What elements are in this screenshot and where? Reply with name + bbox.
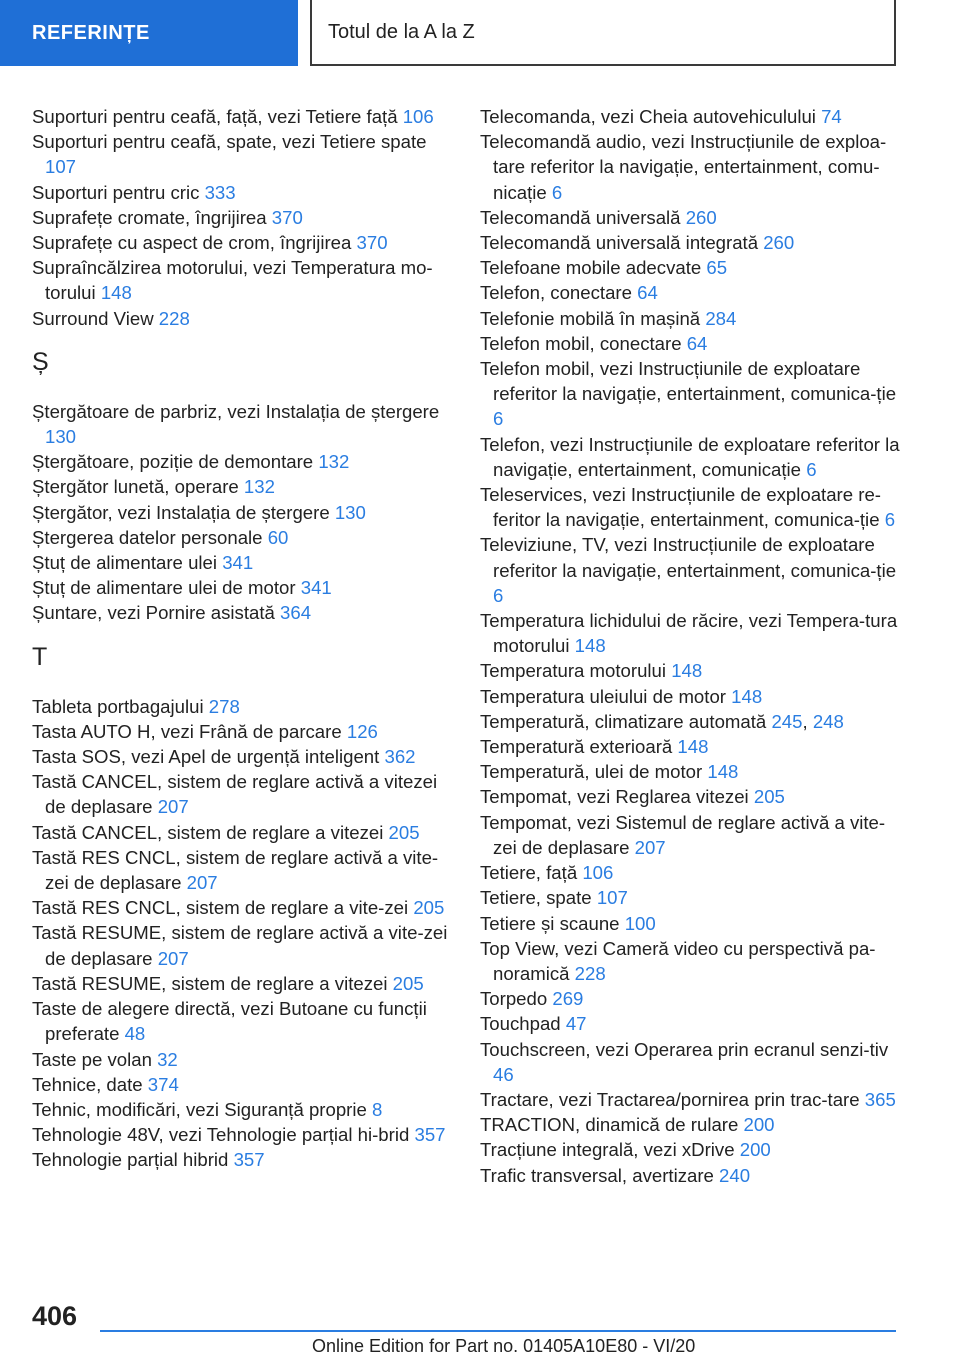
page-link[interactable]: 205 [753,786,785,808]
index-entry [480,532,904,608]
page-link[interactable]: 6 [493,584,504,606]
index-entry-text: Suporturi pentru cric [32,181,200,203]
page-link[interactable]: 132 [318,451,350,473]
index-entry [480,280,904,305]
index-entry [32,500,452,525]
page-link[interactable]: 228 [574,962,606,984]
page-link[interactable]: 47 [565,1013,587,1035]
index-entry [32,575,452,600]
index-letter-heading: Ș [32,347,49,376]
page-link[interactable]: 6 [493,408,504,430]
index-entry-text: Ștuț de alimentare ulei de motor [32,577,296,599]
index-entry [32,996,452,1046]
index-entry [32,104,452,129]
index-entry-text: Tastă RESUME, sistem de reglare a vitezei [32,972,388,994]
page-link[interactable]: 148 [100,282,132,304]
index-entry [480,1011,904,1036]
index-entry [32,399,452,449]
index-entry-text: Trafic transversal, avertizare [480,1164,714,1186]
chapter-title: Totul de la A la Z [328,20,475,43]
index-entry [480,129,904,205]
page-link[interactable]: 370 [356,232,388,254]
index-entry [480,1163,904,1188]
index-entry [480,1137,904,1162]
index-column-right [480,104,904,1188]
index-entry-text: Tetiere și scaune [480,912,620,934]
index-entry [480,684,904,709]
page-link[interactable]: 148 [574,635,606,657]
edition-footer: Online Edition for Part no. 01405A10E80 - VI/20 [312,1336,696,1356]
index-entry [32,1047,452,1072]
index-entry [480,1112,904,1137]
index-entry [32,820,452,845]
page-link[interactable]: 46 [493,1063,514,1085]
page-link[interactable]: 200 [743,1114,775,1136]
page-link[interactable]: 260 [763,232,795,254]
page-link[interactable]: 370 [271,206,303,228]
page-link[interactable]: 106 [402,106,434,127]
page-link[interactable]: 245 [771,710,803,732]
index-entry [32,744,452,769]
page-link[interactable]: 107 [45,156,77,178]
index-entry [480,230,904,255]
index-entry [480,911,904,936]
index-entry-text: Tehnice, date [32,1073,143,1095]
index-entry-text: Tasta SOS, vezi Apel de urgență inteligent [32,746,380,768]
index-entry-text: Tetiere, față [480,862,578,884]
page-link[interactable]: 6 [551,181,563,203]
page-link[interactable]: 64 [637,282,658,304]
page-number: 406 [32,1301,78,1331]
index-entry-text: Tehnologie 48V, vezi Tehnologie parțial hi‐brid [32,1124,410,1146]
index-entry-text: Tastă RES CNCL, sistem de reglare a vite‐zei [32,897,409,919]
index-entry-text: Taste de alegere directă, vezi Butoane cu funcții preferate [32,998,427,1045]
index-entry [32,1122,452,1147]
index-entry [480,810,904,860]
index-entry [32,550,452,575]
index-entry-text: Tableta portbagajului [32,695,204,717]
chapter-title-box [310,0,896,66]
page-link[interactable]: 126 [346,720,378,742]
index-entry [480,986,904,1011]
index-entry [480,255,904,280]
index-entry-text: Tractare, vezi Tractarea/pornirea prin trac‐tare [480,1088,860,1110]
index-entry-text: Ștergător lunetă, operare [32,476,239,498]
index-entry-text: Temperatură exterioară [480,736,673,758]
index-entry [480,936,904,986]
page-link[interactable]: 364 [280,602,312,624]
index-entry [32,769,452,819]
index-entry [32,474,452,499]
index-entry-text: Ștergătoare, poziție de demontare [32,451,314,473]
index-entry-text: Telecomandă audio, vezi Instrucțiunile de exploa‐tare referitor la navigație, entertainment, comu‐nicație [480,131,887,203]
page-link[interactable]: 6 [806,458,817,480]
index-entry [32,1097,452,1122]
page-link[interactable]: 374 [147,1073,179,1095]
page-link[interactable]: 8 [372,1098,383,1120]
page-link[interactable]: 357 [233,1149,265,1171]
page-link[interactable]: 32 [157,1048,178,1070]
page-link[interactable]: 148 [677,736,709,758]
page-link[interactable]: 240 [719,1164,751,1186]
index-entry [480,306,904,331]
index-entry [480,356,904,432]
index-entry-text: Tempomat, vezi Sistemul de reglare activă a vite‐zei de deplasare [480,811,886,858]
index-entry-text: Surround View [32,307,154,329]
page-link[interactable]: 341 [222,552,254,574]
index-entry-text: Ștergător, vezi Instalația de ștergere [32,501,330,523]
index-entry-text: Tehnologie parțial hibrid [32,1149,229,1171]
index-entry-text: Telecomanda, vezi Cheia autovehiculului [480,106,816,127]
page-link[interactable]: 148 [731,685,763,707]
index-entry [480,658,904,683]
index-entry-text: Tetiere, spate [480,887,592,909]
index-entry-text: Temperatura motorului [480,660,667,682]
page-link[interactable]: 278 [208,695,240,717]
page-link[interactable]: 48 [124,1023,146,1045]
index-entry-text: Tehnic, modificări, vezi Siguranță proprie [32,1098,367,1120]
index-entry-text: Telefon, vezi Instrucțiunile de exploatare referitor la navigație, entertainment, comunicație [480,433,900,480]
index-entry-text: Televiziune, TV, vezi Instrucțiunile de exploatare referitor la navigație, entertainment, comunica‐ție [480,534,897,581]
index-entry [32,230,452,255]
page-link[interactable]: 365 [864,1088,896,1110]
index-entry-text: Ștergerea datelor personale [32,526,263,548]
index-entry [32,255,452,305]
page-link[interactable]: 205 [388,821,420,843]
index-entry-text: Ștergătoare de parbriz, vezi Instalația de ștergere [32,400,440,422]
index-entry-text: Tempomat, vezi Reglarea vitezei [480,786,749,808]
index-entry [32,1072,452,1097]
index-entry-text: Tastă CANCEL, sistem de reglare activă a vitezei de deplasare [32,771,438,818]
index-entry: Temperatură, climatizare automată 245, 248 [480,710,844,732]
page-link[interactable]: 100 [624,912,656,934]
index-entry [480,1087,904,1112]
page-link[interactable]: 148 [707,761,739,783]
index-entry-text: Tastă CANCEL, sistem de reglare a vitezei [32,821,384,843]
index-entry-text: TRACTION, dinamică de rulare [480,1114,739,1136]
index-entry [32,1147,452,1172]
footer-divider [100,1330,896,1332]
page-link[interactable]: 333 [204,181,236,203]
page-link[interactable]: 148 [671,660,703,682]
index-entry [480,104,904,129]
page-link[interactable]: 284 [705,307,737,329]
index-entry [480,482,904,532]
index-entry-text: Tastă RESUME, sistem de reglare activă a vite‐zei de deplasare [32,922,448,969]
page-link[interactable]: 130 [334,501,366,523]
index-entry-text: Tastă RES CNCL, sistem de reglare activă a vite‐zei de deplasare [32,846,439,894]
page-link[interactable]: 65 [706,257,728,279]
page-link[interactable]: 132 [243,476,275,498]
page-link[interactable]: 6 [884,509,896,531]
index-entry-text: Telefonie mobilă în mașină [480,307,701,329]
index-entry [480,1037,904,1087]
section-title: REFERINȚE [32,21,150,44]
index-entry [480,885,904,910]
index-entry-text: Supraîncălzirea motorului, vezi Temperatura mo‐torului [32,257,433,304]
page-link[interactable]: 207 [634,836,666,858]
page-link[interactable]: 74 [821,106,842,127]
index-column-left [32,104,452,1173]
index-entry [32,449,452,474]
index-entry-text: Telefoane mobile adecvate [480,257,702,279]
index-entry [32,306,452,331]
index-entry-text: Telecomandă universală integrată [480,232,759,254]
index-entry [480,860,904,885]
index-entry [32,525,452,550]
index-entry-text: Temperatură, climatizare automată [480,710,767,732]
index-entry [480,734,904,759]
index-entry-text: Touchscreen, vezi Operarea prin ecranul senzi‐tiv [480,1038,889,1060]
page-link[interactable]: 107 [596,887,628,909]
index-entry [480,432,904,482]
index-entry-text: Temperatura uleiului de motor [480,685,726,707]
index-entry-text: Suporturi pentru ceafă, spate, vezi Tetiere spate [32,131,427,153]
index-entry [32,895,452,920]
page-link[interactable]: 341 [300,577,332,599]
page-link[interactable]: 260 [685,206,717,228]
page-link[interactable]: 362 [384,746,416,768]
index-entry-text: Telecomandă universală [480,206,681,228]
index-entry [32,971,452,996]
index-entry [32,600,452,625]
index-entry [480,205,904,230]
index-entry-text: Taste pe volan [32,1048,152,1070]
page-link[interactable]: 207 [157,947,189,969]
page-link[interactable]: 248 [812,710,844,732]
page-link[interactable]: 207 [157,796,189,818]
index-entry-text: Suprafețe cromate, îngrijirea [32,206,267,228]
index-entry-text: Telefon mobil, conectare [480,332,682,354]
index-entry [480,331,904,356]
page-link[interactable]: 60 [267,526,289,548]
index-entry [32,694,452,719]
index-letter-heading: T [32,642,48,671]
index-entry-text: Touchpad [480,1013,561,1035]
index-entry-text: Tasta AUTO H, vezi Frână de parcare [32,720,342,742]
page-link[interactable]: 228 [158,307,190,329]
page-link[interactable]: 106 [582,862,614,884]
index-entry [32,920,452,970]
index-entry-text: Temperatură, ulei de motor [480,761,703,783]
index-entry [480,759,904,784]
index-entry [480,784,904,809]
section-tab [0,0,298,66]
index-entry-text: Suprafețe cu aspect de crom, îngrijirea [32,232,352,254]
page-link[interactable]: 130 [45,426,77,448]
index-entry-text: Șuntare, vezi Pornire asistată [32,602,275,624]
index-entry-text: Tracțiune integrală, vezi xDrive [480,1139,735,1161]
index-entry [32,845,452,895]
page-link[interactable]: 64 [686,332,708,354]
index-entry-text: Telefon mobil, vezi Instrucțiunile de exploatare referitor la navigație, entertainment, comunica‐ție [480,358,897,405]
index-entry-text: Suporturi pentru ceafă, față, vezi Tetiere față [32,106,398,127]
page-link[interactable]: 207 [186,872,218,894]
index-entry-text: Ștuț de alimentare ulei [32,552,218,574]
index-entry [32,180,452,205]
index-entry-text: Temperatura lichidului de răcire, vezi Tempera‐tura motorului [480,610,898,657]
index-entry-text: Teleservices, vezi Instrucțiunile de exploatare re‐feritor la navigație, entertainment, comunica‐ție [480,484,881,531]
page-link[interactable]: 357 [414,1124,446,1146]
index-entry-text: Torpedo [480,988,548,1010]
index-entry [32,129,452,179]
page-link[interactable]: 205 [392,972,424,994]
index-entry [480,608,904,658]
index-entry [32,205,452,230]
page-link[interactable]: 205 [413,897,445,919]
page-link[interactable]: 269 [552,988,584,1010]
index-entry-text: Top View, vezi Cameră video cu perspectivă pa‐noramică [480,937,876,984]
index-entry-text: Telefon, conectare [480,282,632,304]
page-link[interactable]: 200 [739,1139,771,1161]
index-entry [32,719,452,744]
